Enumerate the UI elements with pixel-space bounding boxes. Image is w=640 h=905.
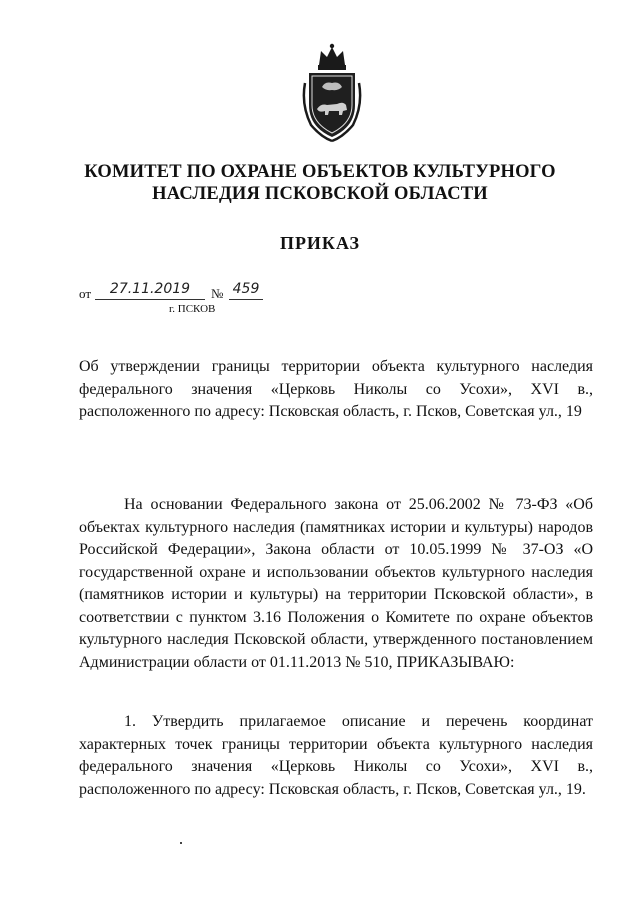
city-label: г. ПСКОВ — [169, 303, 216, 315]
number-label: № — [211, 286, 224, 301]
organization-name-line2: НАСЛЕДИЯ ПСКОВСКОЙ ОБЛАСТИ — [152, 184, 488, 204]
order-item-1: 1. Утвердить прилагаемое описание и перечень координат характерных точек границы территории объекта культурного наследия федерального значения «Церковь Николы со Усохи», XVI в., расположенного по адресу: Псковская область, г. Псков, Советская ул., 19. — [79, 713, 593, 798]
order-subject: Об утверждении границы территории объекта культурного наследия федерального значения «Церковь Николы со Усохи», XVI в., расположенного по адресу: Псковская область, г. Псков, Советская ул., 19 — [79, 358, 593, 420]
coat-of-arms-icon — [297, 43, 367, 143]
organization-name-line1: КОМИТЕТ ПО ОХРАНЕ ОБЪЕКТОВ КУЛЬТУРНОГО — [84, 162, 556, 182]
document-dateline — [79, 281, 269, 321]
handwritten-date: 27.11.2019 — [95, 281, 205, 300]
handwritten-number: 459 — [229, 281, 263, 300]
preamble-paragraph: На основании Федерального закона от 25.06.2002 № 73-ФЗ «Об объектах культурного наследия (памятниках истории и культуры) народов Российской Федерации», Закона области от 10.05.1999 № 37-ОЗ «О государственной охране и использовании объектов культурного наследия (памятников истории и культуры) на территории Псковской области», в соответствии с пунктом 3.16 Положения о Комитете по охране объектов культурного наследия Псковской области, утвержденного постановлением Администрации области от 01.11.2013 № 510, ПРИКАЗЫВАЮ: — [79, 496, 593, 671]
page-speck — [180, 842, 182, 844]
document-type-title: ПРИКАЗ — [279, 233, 361, 253]
from-label: от — [79, 286, 92, 301]
